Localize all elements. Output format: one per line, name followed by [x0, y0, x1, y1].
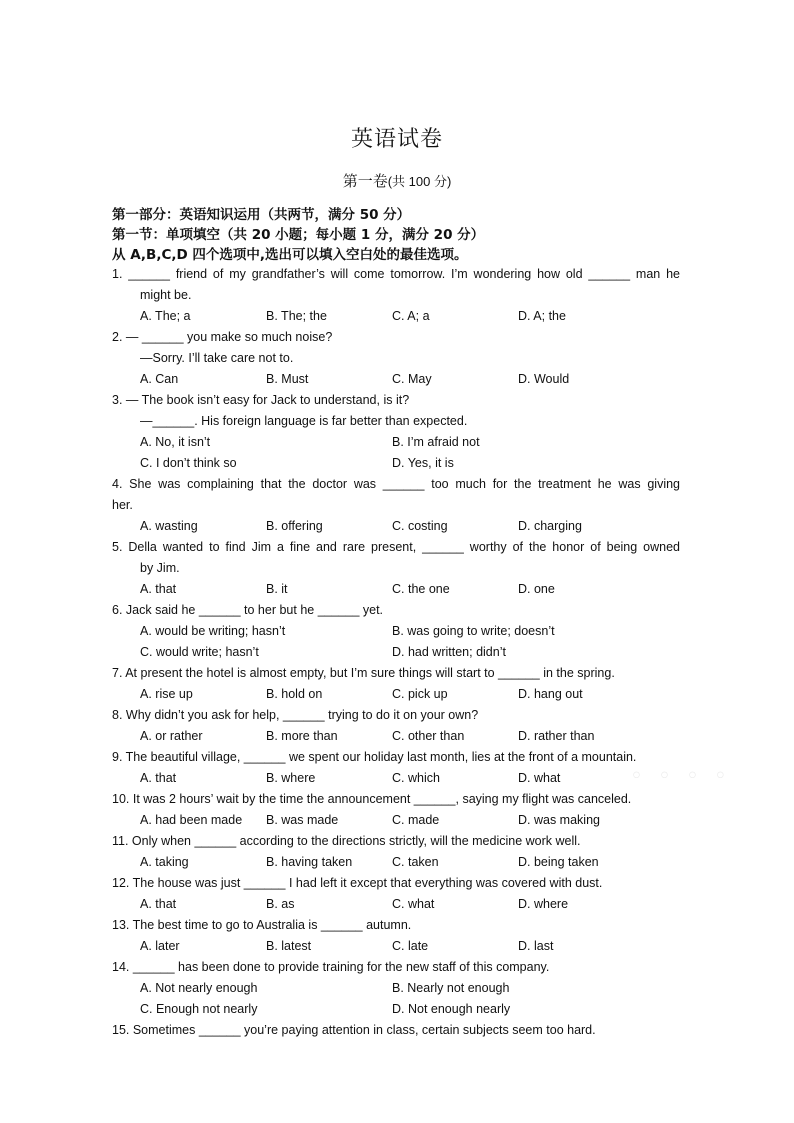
answer-option[interactable]: C. other than [392, 729, 465, 743]
question-stem: 4. She was complaining that the doctor was ______ too much for the treatment he was giving [112, 477, 680, 491]
answer-option[interactable]: A. later [140, 939, 180, 953]
answer-option[interactable]: A. wasting [140, 519, 198, 533]
answer-option[interactable]: C. May [392, 372, 432, 386]
answer-option[interactable]: B. Must [266, 372, 309, 386]
answer-option[interactable]: A. rise up [140, 687, 193, 701]
answer-option[interactable]: A. or rather [140, 729, 203, 743]
question-stem: 10. It was 2 hours’ wait by the time the announcement ______, saying my flight was canceled. [112, 792, 632, 806]
question-stem: 5. Della wanted to find Jim a fine and rare present, ______ worthy of the honor of being owned [112, 540, 680, 554]
answer-option[interactable]: D. Yes, it is [392, 456, 454, 470]
answer-option[interactable]: B. where [266, 771, 316, 785]
volume-label: 第一卷 [342, 172, 388, 190]
answer-option[interactable]: C. costing [392, 519, 448, 533]
section-heading: 第一节：单项填空（共 20 小题；每小题 1 分，满分 20 分） [112, 227, 485, 243]
question-stem: 14. ______ has been done to provide training for the new staff of this company. [112, 960, 550, 974]
answer-option[interactable]: C. which [392, 771, 440, 785]
answer-option[interactable]: C. would write; hasn’t [140, 645, 259, 659]
answer-option[interactable]: D. had written; didn’t [392, 645, 506, 659]
answer-option[interactable]: A. that [140, 897, 177, 911]
volume-heading [0, 170, 794, 191]
question-stem: 12. The house was just ______ I had left it except that everything was covered with dust. [112, 876, 603, 890]
question-stem: 13. The best time to go to Australia is ______ autumn. [112, 918, 412, 932]
answer-option[interactable]: C. the one [392, 582, 450, 596]
question-stem-continued: by Jim. [140, 561, 180, 575]
answer-option[interactable]: C. what [392, 897, 435, 911]
answer-option[interactable]: D. last [518, 939, 554, 953]
answer-option[interactable]: A. taking [140, 855, 189, 869]
answer-option[interactable]: B. latest [266, 939, 312, 953]
answer-option[interactable]: C. made [392, 813, 440, 827]
answer-option[interactable]: B. offering [266, 519, 323, 533]
answer-option[interactable]: B. I’m afraid not [392, 435, 480, 449]
answer-option[interactable]: B. having taken [266, 855, 353, 869]
answer-option[interactable]: D. rather than [518, 729, 595, 743]
question-stem-continued: her. [112, 498, 133, 512]
answer-option[interactable]: A. that [140, 582, 177, 596]
question-stem: 9. The beautiful village, ______ we spent our holiday last month, lies at the front of a mountain. [112, 750, 637, 764]
question-stem: 7. At present the hotel is almost empty, but I’m sure things will start to ______ in the spring. [112, 666, 615, 680]
answer-option[interactable]: D. Not enough nearly [392, 1002, 511, 1016]
question-stem: 6. Jack said he ______ to her but he ______ yet. [112, 603, 384, 617]
watermark: ◦ ◦ ◦ ◦ [630, 764, 731, 789]
answer-option[interactable]: B. hold on [266, 687, 323, 701]
question-stem-continued: —Sorry. I’ll take care not to. [140, 351, 294, 365]
question-stem: 11. Only when ______ according to the directions strictly, will the medicine work well. [112, 834, 581, 848]
answer-option[interactable]: B. it [266, 582, 288, 596]
answer-option[interactable]: A. that [140, 771, 177, 785]
question-stem: 1. ______ friend of my grandfather’s will come tomorrow. I’m wondering how old ______ man he [112, 267, 680, 281]
answer-option[interactable]: A. Can [140, 372, 179, 386]
answer-option[interactable]: A. No, it isn’t [140, 435, 211, 449]
answer-option[interactable]: B. more than [266, 729, 338, 743]
answer-option[interactable]: D. being taken [518, 855, 599, 869]
answer-option[interactable]: A. would be writing; hasn’t [140, 624, 286, 638]
answer-option[interactable]: B. The; the [266, 309, 327, 323]
part-heading: 第一部分：英语知识运用（共两节，满分 50 分） [112, 207, 411, 223]
answer-option[interactable]: C. Enough not nearly [140, 1002, 258, 1016]
answer-option[interactable]: C. late [392, 939, 429, 953]
exam-title: 英语试卷 [350, 127, 443, 152]
answer-option[interactable]: D. where [518, 897, 569, 911]
answer-option[interactable]: D. hang out [518, 687, 583, 701]
answer-option[interactable]: B. Nearly not enough [392, 981, 510, 995]
answer-option[interactable]: A. Not nearly enough [140, 981, 258, 995]
question-stem: 3. — The book isn’t easy for Jack to understand, is it? [112, 393, 410, 407]
answer-option[interactable]: C. I don’t think so [140, 456, 237, 470]
question-stem: 15. Sometimes ______ you’re paying attention in class, certain subjects seem too hard. [112, 1023, 596, 1037]
answer-option[interactable]: D. A; the [518, 309, 566, 323]
answer-option[interactable]: B. was made [266, 813, 339, 827]
answer-option[interactable]: B. was going to write; doesn’t [392, 624, 555, 638]
answer-option[interactable]: C. taken [392, 855, 439, 869]
instruction-text: 从 A,B,C,D 四个选项中,选出可以填入空白处的最佳选项。 [112, 247, 468, 263]
answer-option[interactable]: D. one [518, 582, 555, 596]
answer-option[interactable]: D. Would [518, 372, 570, 386]
question-stem: 2. — ______ you make so much noise? [112, 330, 333, 344]
answer-option[interactable]: B. as [266, 897, 295, 911]
answer-option[interactable]: A. The; a [140, 309, 191, 323]
answer-option[interactable]: D. what [518, 771, 561, 785]
answer-option[interactable]: A. had been made [140, 813, 243, 827]
question-stem: 8. Why didn’t you ask for help, ______ trying to do it on your own? [112, 708, 479, 722]
answer-option[interactable]: D. charging [518, 519, 582, 533]
question-stem-continued: might be. [140, 288, 192, 302]
answer-option[interactable]: C. A; a [392, 309, 430, 323]
answer-option[interactable]: D. was making [518, 813, 600, 827]
answer-option[interactable]: C. pick up [392, 687, 448, 701]
volume-points: (共 100 分) [387, 174, 452, 189]
question-stem-continued: —______. His foreign language is far better than expected. [140, 414, 468, 428]
